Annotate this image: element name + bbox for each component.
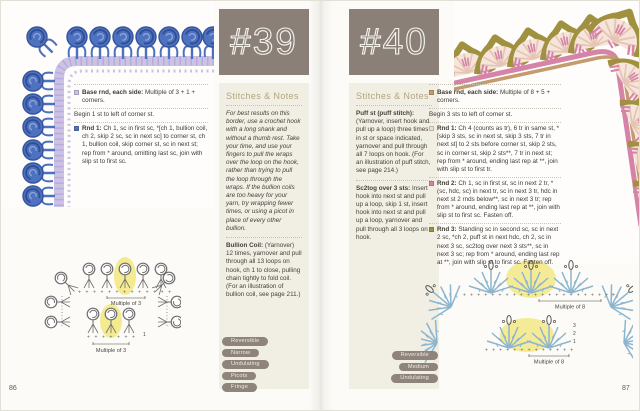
tag-undulating: Undulating [222,360,269,369]
sc2tog-definition: Sc2tog over 3 sts: Insert hook into next st and pull up a loop, skip 1 st, insert hook into next st and pull up a loop, yarnover and pull through all 3 loops on hook. [356,184,428,241]
sc-row-top: + + + + + + + + + + + + + + + + + + + + + + [463,292,617,299]
notes-heading-right: Stitches & Notes [356,91,429,101]
tag-undulating: Undulating [391,374,438,383]
page-number-left: 86 [9,385,17,392]
round-3-color-swatch [429,227,434,232]
page-number-right: 87 [622,385,630,392]
multiple-label-top: Multiple of 8 [554,304,586,311]
bullion-coil-definition: Bullion Coil: (Yarnover) 12 times, yarnover and pull through all 13 loops on hook, ch 1 to close, pulling chain tightly to fold coil. (For an illustration of bullion coil, see page 211.) [226,242,302,299]
divider [356,180,432,181]
tag-picots: Picots [222,372,256,381]
round-1-text: Rnd 1: Ch 4 (counts as tr), 6 tr in same st, *[skip 3 sts, sc in next st, skip 3 sts, 7 tr in next st] to 2 sts before corner st, skip 2 sts, sc in corner st, skip 2 sts**, 7 tr in next st; rep from * around, ending last rep at **, join with slip st to first tr. [437,125,560,173]
round-2-color-swatch [429,181,434,186]
base-round-color-swatch [74,90,79,95]
right-stitch-diagram [421,253,633,393]
row-marker-2: 2 [573,331,576,337]
begin-text: Begin 1 st to left of corner st. [74,111,155,119]
multiple-label-bottom: Multiple of 3 [95,348,127,354]
left-instructions [74,84,208,169]
divider [226,237,302,238]
round-1-row [74,123,208,168]
multiple-label-bottom: Multiple of 8 [533,359,565,366]
pattern-number-left: #39 [230,21,298,62]
round-2-row [429,178,561,224]
base-round-text: Base rnd, each side: Multiple of 8 + 5 + corners. [437,89,551,105]
sc-row-bottom: + + + + + + + [87,334,137,341]
round-1-color-swatch [74,126,79,131]
base-round-row [74,87,208,109]
multiple-label-top: Multiple of 3 [110,301,142,307]
tag-fringe: Fringe [222,383,257,392]
right-tag-list [350,351,438,383]
pattern-number-right: #40 [360,21,428,62]
round-3-row [429,224,561,269]
tag-narrow: Narrow [222,349,259,358]
round-3-text: Rnd 3: Standing sc in second sc, sc in next 2 sc, *ch 2, puff st in next hdc, ch 2, sc in next 3 sc, sc2tog over next 3 sts**, sc in next 3 sc; rep from * around, ending last rep at **, join with slip st to first sc. Fasten off. [437,226,560,266]
sc-row-bottom: + + + + + + + + + + + + + [485,347,575,354]
round-1-text: Rnd 1: Ch 1, sc in first sc, *[ch 1, bullion coil, ch 2, skip 2 sc, sc in next sc] to corner st, ch 1, bullion coil, skip corner st, sc in next st; rep from * around, omitting last sc, join with slip st to first sc. [82,125,208,165]
tag-reversible: Reversible [222,337,268,346]
row-marker: 1 [143,332,146,338]
left-stitch-diagram [31,252,181,367]
base-round-color-swatch [429,90,434,95]
round-1-color-swatch [429,126,434,131]
sc-row-top: + + + + + + + + + + + + + [78,289,173,296]
right-instructions [429,84,561,270]
round-1-row [429,123,561,178]
tag-reversible: Reversible [392,351,438,360]
begin-row [429,109,561,123]
tag-medium: Medium [399,363,438,372]
puff-stitch-definition: Puff st (puff stitch): (Yarnover, insert hook and pull up a loop) three times in st or space indicated, yarnover and pull through all 7 loops on hook. (For an illustration of puff stitch, see page 214.) [356,110,431,175]
round-2-text: Rnd 2: Ch 1, sc in first st, sc in next 2 tr, *(sc, hdc, sc) in next tr, sc in next 3 tr, hdc in next st 2 rnds below**, sc in next 3 tr; rep from * around, ending last rep at **, join with slip st to first sc. Fasten off. [437,179,560,220]
base-round-text: Base rnd, each side: Multiple of 3 + 1 + corners. [82,89,196,105]
notes-tip: For best results on this border, use a crochet hook with a long shank and without a thumb rest. Take your time, and use your fingers to pull the wraps over the loop on the hook, rather than trying to pull the loop through the wraps. If the bullion coils are too heavy for your yarn, try wrapping fewer times, or using a picot in place of every other bullion. [226,110,301,232]
base-round-row [429,87,561,109]
pattern-number-header-left [219,9,309,75]
begin-row [74,109,208,123]
spine-shadow [309,1,333,410]
pattern-number-header-right [349,9,439,75]
notes-heading-left: Stitches & Notes [226,91,299,101]
begin-text: Begin 3 sts to left of corner st. [429,111,513,119]
row-marker-3: 3 [573,323,576,329]
row-marker-1: 1 [573,339,576,345]
left-tag-list [222,337,269,392]
divider [356,105,432,106]
divider [226,105,302,106]
